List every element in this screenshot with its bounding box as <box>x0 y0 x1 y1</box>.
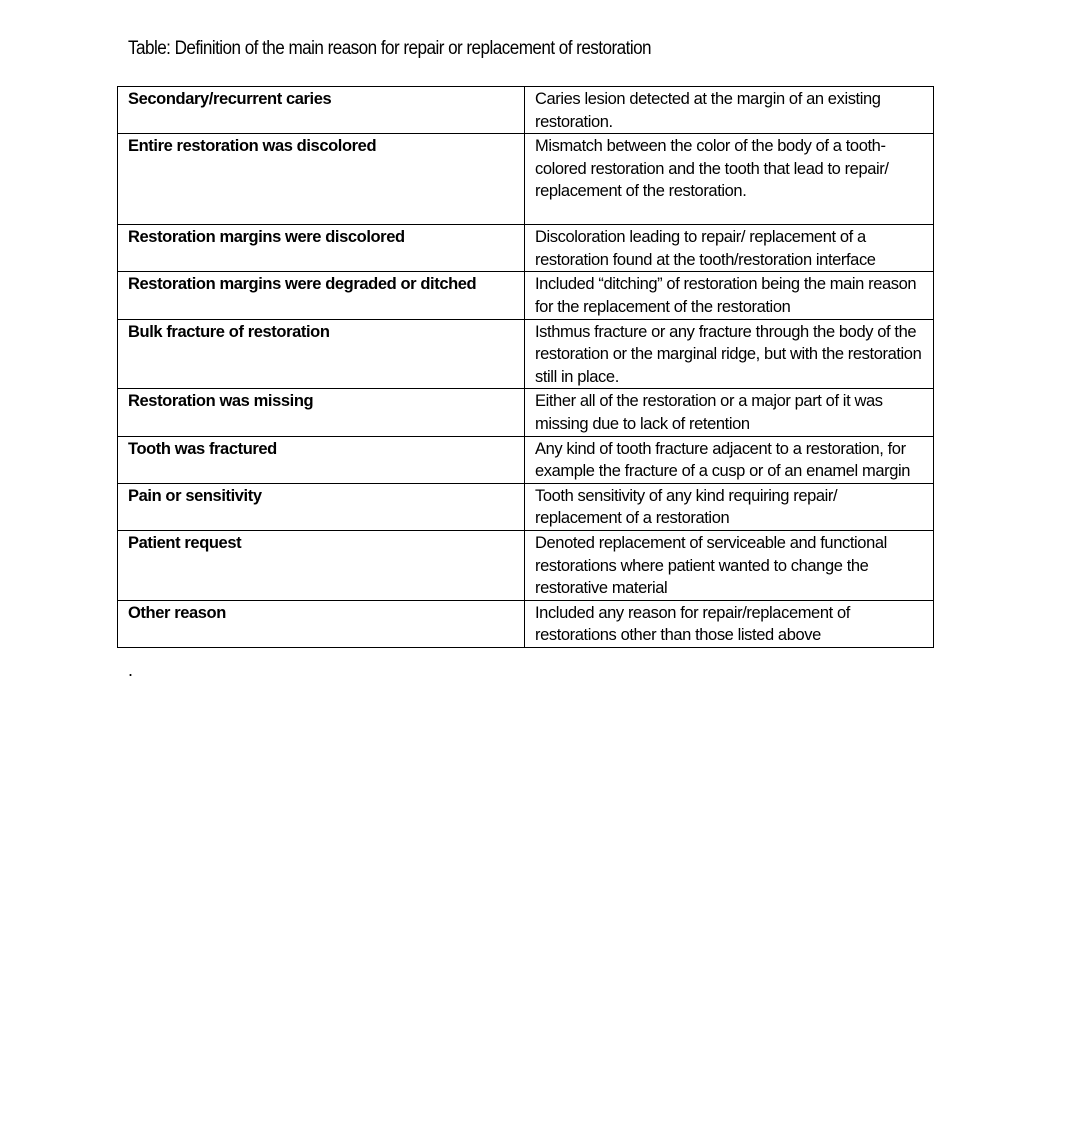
reason-definition: Mismatch between the color of the body of a tooth-colored restoration and the tooth that lead to repair/ replacement of the restoration. <box>525 134 934 225</box>
definitions-table <box>117 86 934 648</box>
table-row <box>118 87 934 134</box>
table-caption: Table: Definition of the main reason for repair or replacement of restoration <box>128 38 652 59</box>
table-row <box>118 530 934 600</box>
reason-term: Restoration was missing <box>118 389 525 436</box>
table-row <box>118 389 934 436</box>
reason-term: Bulk fracture of restoration <box>118 319 525 389</box>
reason-definition: Caries lesion detected at the margin of an existing restoration. <box>525 87 934 134</box>
table-row <box>118 600 934 647</box>
reason-term: Entire restoration was discolored <box>118 134 525 225</box>
trailing-period: . <box>128 660 134 680</box>
reason-term: Restoration margins were discolored <box>118 225 525 272</box>
reason-definition: Tooth sensitivity of any kind requiring repair/ replacement of a restoration <box>525 483 934 530</box>
reason-term: Pain or sensitivity <box>118 483 525 530</box>
reason-term: Tooth was fractured <box>118 436 525 483</box>
table-row <box>118 436 934 483</box>
reason-term: Patient request <box>118 530 525 600</box>
reason-term: Secondary/recurrent caries <box>118 87 525 134</box>
table-row <box>118 319 934 389</box>
reason-definition: Either all of the restoration or a major part of it was missing due to lack of retention <box>525 389 934 436</box>
reason-term: Restoration margins were degraded or ditched <box>118 272 525 319</box>
reason-definition: Any kind of tooth fracture adjacent to a restoration, for example the fracture of a cusp or of an enamel margin <box>525 436 934 483</box>
table-row <box>118 225 934 272</box>
table-row <box>118 134 934 225</box>
reason-definition: Included “ditching” of restoration being the main reason for the replacement of the restoration <box>525 272 934 319</box>
reason-definition: Included any reason for repair/replacement of restorations other than those listed above <box>525 600 934 647</box>
table-row <box>118 483 934 530</box>
reason-definition: Isthmus fracture or any fracture through the body of the restoration or the marginal ridge, but with the restoration still in place. <box>525 319 934 389</box>
reason-term: Other reason <box>118 600 525 647</box>
reason-definition: Discoloration leading to repair/ replacement of a restoration found at the tooth/restoration interface <box>525 225 934 272</box>
reason-definition: Denoted replacement of serviceable and functional restorations where patient wanted to change the restorative material <box>525 530 934 600</box>
table-row <box>118 272 934 319</box>
